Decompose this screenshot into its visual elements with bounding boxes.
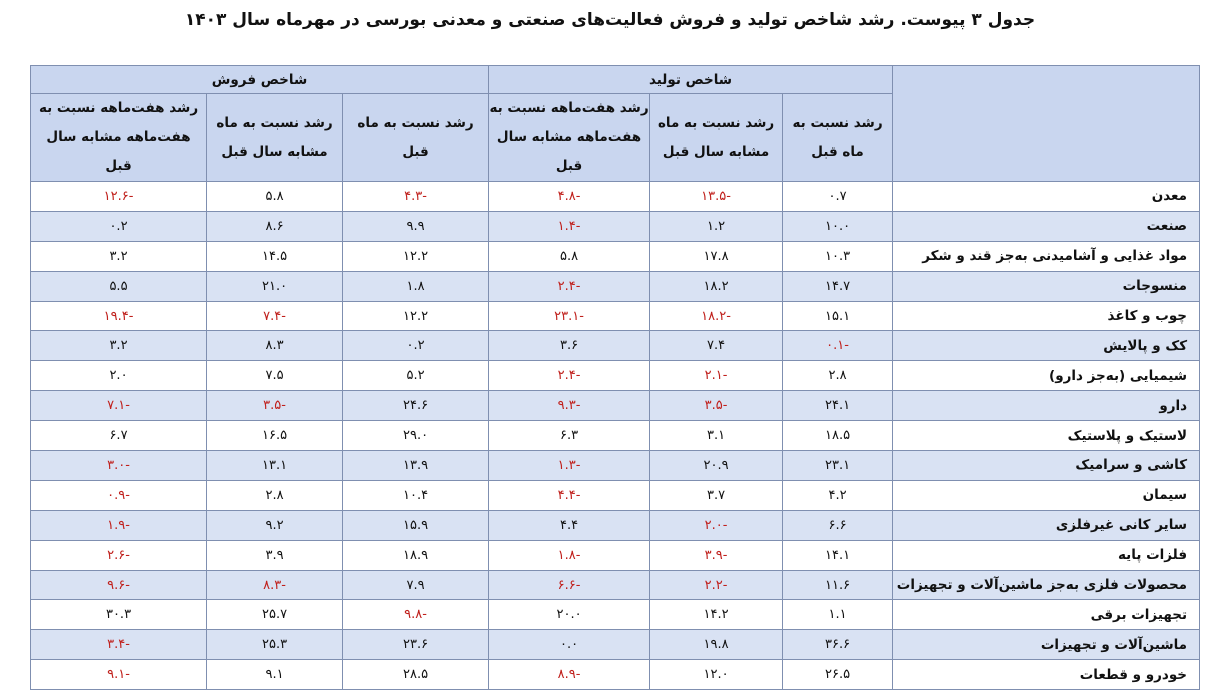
- table-cell: -۲.۲: [650, 570, 783, 600]
- table-cell: ۴.۴: [489, 510, 650, 540]
- table-cell: ۷.۵: [207, 361, 343, 391]
- table-cell: -۸.۳: [207, 570, 343, 600]
- table-row: [31, 331, 1200, 361]
- table-cell: ۱.۸: [343, 271, 489, 301]
- row-label: فلزات پایه: [893, 540, 1200, 570]
- table-cell: -۹.۳: [489, 391, 650, 421]
- table-cell: ۲۵.۷: [207, 600, 343, 630]
- table-cell: ۹.۲: [207, 510, 343, 540]
- row-label: شیمیایی (به‌جز دارو): [893, 361, 1200, 391]
- table-cell: ۲۰.۹: [650, 451, 783, 481]
- table-cell: ۲۵.۳: [207, 630, 343, 660]
- table-cell: ۳.۲: [31, 241, 207, 271]
- table-cell: ۳.۷: [650, 480, 783, 510]
- table-cell: ۸.۶: [207, 211, 343, 241]
- table-cell: -۱۹.۴: [31, 301, 207, 331]
- row-label: سیمان: [893, 480, 1200, 510]
- table-cell: ۱.۱: [783, 600, 893, 630]
- table-cell: ۱۴.۲: [650, 600, 783, 630]
- table-cell: -۶.۶: [489, 570, 650, 600]
- row-label: تجهیزات برقی: [893, 600, 1200, 630]
- table-cell: ۱۰.۴: [343, 480, 489, 510]
- table-cell: ۷.۹: [343, 570, 489, 600]
- table-cell: ۱۱.۶: [783, 570, 893, 600]
- table-row: [31, 451, 1200, 481]
- table-cell: ۶.۳: [489, 421, 650, 451]
- table-cell: -۲.۱: [650, 361, 783, 391]
- table-cell: -۴.۳: [343, 182, 489, 212]
- table-row: [31, 182, 1200, 212]
- table-cell: ۲۳.۱: [783, 451, 893, 481]
- table-row: [31, 211, 1200, 241]
- table-row: [31, 480, 1200, 510]
- table-row: [31, 630, 1200, 660]
- table-cell: ۳.۲: [31, 331, 207, 361]
- header-prod-mom: رشد نسبت به ماه قبل: [783, 94, 893, 182]
- table-cell: -۳.۰: [31, 451, 207, 481]
- table-cell: ۵.۸: [489, 241, 650, 271]
- table-row: [31, 301, 1200, 331]
- table-cell: ۱۹.۸: [650, 630, 783, 660]
- table-cell: -۱۲.۶: [31, 182, 207, 212]
- table-cell: -۳.۹: [650, 540, 783, 570]
- table-row: [31, 361, 1200, 391]
- table-cell: -۹.۱: [31, 660, 207, 690]
- row-label: لاستیک و پلاستیک: [893, 421, 1200, 451]
- table-row: [31, 241, 1200, 271]
- table-cell: ۰.۷: [783, 182, 893, 212]
- table-cell: ۲۳.۶: [343, 630, 489, 660]
- table-cell: ۲۸.۵: [343, 660, 489, 690]
- table-cell: ۱۸.۲: [650, 271, 783, 301]
- table-cell: -۲.۶: [31, 540, 207, 570]
- table-cell: -۱.۴: [489, 211, 650, 241]
- table-row: [31, 391, 1200, 421]
- table-cell: ۰.۲: [343, 331, 489, 361]
- table-cell: ۱۳.۱: [207, 451, 343, 481]
- table-cell: ۱۰.۳: [783, 241, 893, 271]
- table-cell: ۲.۸: [783, 361, 893, 391]
- table-cell: -۰.۹: [31, 480, 207, 510]
- table-cell: ۱۰.۰: [783, 211, 893, 241]
- table-cell: ۰.۲: [31, 211, 207, 241]
- table-cell: ۲۰.۰: [489, 600, 650, 630]
- table-cell: ۳.۹: [207, 540, 343, 570]
- row-label: ماشین‌آلات و تجهیزات: [893, 630, 1200, 660]
- table-cell: ۷.۴: [650, 331, 783, 361]
- table-cell: -۱.۹: [31, 510, 207, 540]
- table-cell: ۳۰.۳: [31, 600, 207, 630]
- table-cell: ۸.۳: [207, 331, 343, 361]
- table-cell: ۵.۵: [31, 271, 207, 301]
- table-cell: -۴.۸: [489, 182, 650, 212]
- table-cell: -۲۳.۱: [489, 301, 650, 331]
- table-cell: ۱۳.۹: [343, 451, 489, 481]
- table-cell: -۲.۰: [650, 510, 783, 540]
- table-cell: -۱.۸: [489, 540, 650, 570]
- table-cell: ۳۶.۶: [783, 630, 893, 660]
- table-row: [31, 570, 1200, 600]
- header-prod-yoy: رشد نسبت به ماه مشابه سال قبل: [650, 94, 783, 182]
- table-cell: -۴.۴: [489, 480, 650, 510]
- table-cell: ۲۹.۰: [343, 421, 489, 451]
- table-cell: ۵.۸: [207, 182, 343, 212]
- table-cell: ۲۱.۰: [207, 271, 343, 301]
- table-row: [31, 271, 1200, 301]
- table-cell: ۳.۶: [489, 331, 650, 361]
- table-cell: ۹.۹: [343, 211, 489, 241]
- table-cell: ۳.۱: [650, 421, 783, 451]
- row-label: صنعت: [893, 211, 1200, 241]
- table-cell: ۲۴.۶: [343, 391, 489, 421]
- table-cell: ۲.۰: [31, 361, 207, 391]
- table-cell: ۱۸.۵: [783, 421, 893, 451]
- table-row: [31, 600, 1200, 630]
- header-sales-yoy: رشد نسبت به ماه مشابه سال قبل: [207, 94, 343, 182]
- table-cell: -۲.۴: [489, 271, 650, 301]
- table-cell: -۳.۵: [650, 391, 783, 421]
- table-cell: -۹.۸: [343, 600, 489, 630]
- table-row: [31, 421, 1200, 451]
- row-label: کک و پالایش: [893, 331, 1200, 361]
- row-label: سایر کانی غیرفلزی: [893, 510, 1200, 540]
- row-label: منسوجات: [893, 271, 1200, 301]
- table-cell: ۱۸.۹: [343, 540, 489, 570]
- table-cell: ۱۵.۱: [783, 301, 893, 331]
- row-label: چوب و کاغذ: [893, 301, 1200, 331]
- table-cell: -۰.۱: [783, 331, 893, 361]
- header-group-sales: شاخص فروش: [31, 66, 489, 94]
- table-cell: ۱۵.۹: [343, 510, 489, 540]
- table-cell: -۲.۴: [489, 361, 650, 391]
- table-row: [31, 660, 1200, 690]
- header-sales-mom: رشد نسبت به ماه قبل: [343, 94, 489, 182]
- table-cell: -۹.۶: [31, 570, 207, 600]
- table-cell: -۱۳.۵: [650, 182, 783, 212]
- growth-table: [30, 65, 1200, 690]
- row-label: معدن: [893, 182, 1200, 212]
- table-cell: -۳.۵: [207, 391, 343, 421]
- table-cell: ۲۶.۵: [783, 660, 893, 690]
- header-group-production: شاخص تولید: [489, 66, 893, 94]
- table-cell: ۱۴.۱: [783, 540, 893, 570]
- table-cell: -۳.۴: [31, 630, 207, 660]
- table-cell: ۱۴.۷: [783, 271, 893, 301]
- table-cell: ۵.۲: [343, 361, 489, 391]
- table-cell: ۹.۱: [207, 660, 343, 690]
- table-cell: ۱۲.۲: [343, 301, 489, 331]
- table-cell: ۱۲.۲: [343, 241, 489, 271]
- row-label: محصولات فلزی به‌جز ماشین‌آلات و تجهیزات: [893, 570, 1200, 600]
- table-cell: ۶.۷: [31, 421, 207, 451]
- table-cell: ۲.۸: [207, 480, 343, 510]
- table-cell: -۸.۹: [489, 660, 650, 690]
- table-cell: ۱.۲: [650, 211, 783, 241]
- table-title: جدول ۳ پیوست. رشد شاخص تولید و فروش فعالیت‌های صنعتی و معدنی بورسی در مهرماه سال ۱۴۰۳: [184, 10, 1036, 30]
- row-label: کاشی و سرامیک: [893, 451, 1200, 481]
- row-label: خودرو و قطعات: [893, 660, 1200, 690]
- table-cell: -۱.۳: [489, 451, 650, 481]
- row-label: دارو: [893, 391, 1200, 421]
- table-cell: ۱۲.۰: [650, 660, 783, 690]
- header-prod-wk: رشد هفت‌ماهه نسبت به هفت‌ماهه مشابه سال قبل: [489, 94, 650, 182]
- table-row: [31, 510, 1200, 540]
- table-cell: ۶.۶: [783, 510, 893, 540]
- table-cell: ۱۷.۸: [650, 241, 783, 271]
- table-cell: ۴.۲: [783, 480, 893, 510]
- table-cell: ۰.۰: [489, 630, 650, 660]
- table-cell: -۱۸.۲: [650, 301, 783, 331]
- table-cell: -۷.۴: [207, 301, 343, 331]
- table-cell: ۱۴.۵: [207, 241, 343, 271]
- table-cell: ۲۴.۱: [783, 391, 893, 421]
- table-row: [31, 540, 1200, 570]
- row-label: مواد غذایی و آشامیدنی به‌جز قند و شکر: [893, 241, 1200, 271]
- table-cell: -۷.۱: [31, 391, 207, 421]
- table-body: [31, 182, 1200, 690]
- header-sales-wk: رشد هفت‌ماهه نسبت به هفت‌ماهه مشابه سال قبل: [31, 94, 207, 182]
- header-activity: [893, 66, 1200, 182]
- table-cell: ۱۶.۵: [207, 421, 343, 451]
